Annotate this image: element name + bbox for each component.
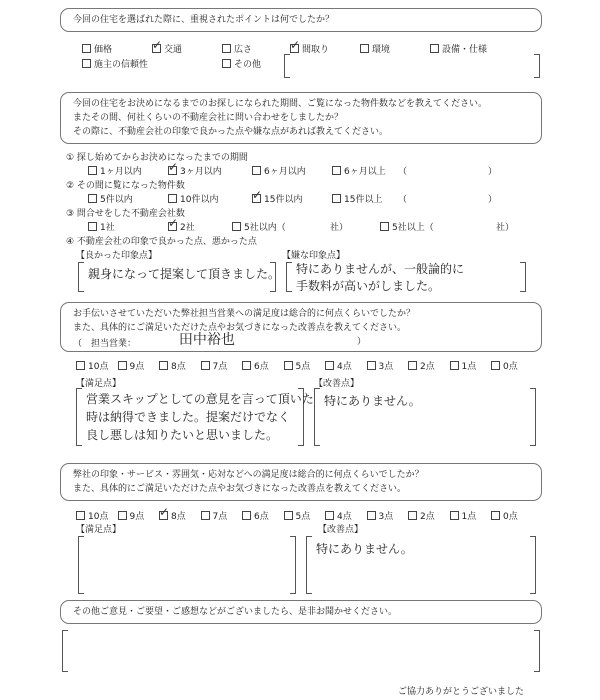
checkbox[interactable] bbox=[76, 361, 85, 370]
company-score-option[interactable]: 9点 bbox=[118, 509, 145, 522]
q3-sha-1: 社） bbox=[330, 223, 349, 233]
staff-satisfied-text-3: 良し悪しは知りたいと思いました。 bbox=[86, 428, 279, 442]
staff-score-option[interactable]: 6点 bbox=[242, 359, 269, 372]
q3-option-5-within[interactable]: 5社以内（ bbox=[232, 220, 286, 233]
checkbox[interactable] bbox=[450, 511, 459, 520]
company-score-option[interactable]: 3点 bbox=[367, 509, 394, 522]
checkbox[interactable] bbox=[450, 361, 459, 370]
option-environment[interactable]: 環境 bbox=[360, 42, 390, 55]
staff-score-option[interactable]: 8点 bbox=[159, 359, 186, 372]
option-equipment[interactable]: 設備・仕様 bbox=[430, 42, 487, 55]
checkbox[interactable] bbox=[360, 44, 369, 53]
question-box-staff bbox=[60, 302, 542, 352]
q2-other-paren: （ ） bbox=[398, 195, 498, 205]
staff-satisfied-label: 【満足点】 bbox=[76, 379, 122, 389]
checkbox[interactable] bbox=[491, 511, 500, 520]
checkbox[interactable]: ✓ bbox=[168, 160, 179, 174]
company-score-option[interactable]: 2点 bbox=[408, 509, 435, 522]
question-box-priority bbox=[60, 8, 542, 32]
checkbox[interactable] bbox=[222, 44, 231, 53]
company-satisfied-bracket-left bbox=[78, 536, 84, 594]
staff-improve-bracket-left bbox=[314, 388, 320, 446]
staff-close: ） bbox=[357, 337, 367, 347]
option-price[interactable]: 価格 bbox=[82, 42, 112, 55]
q3-label: ③ 問合せをした不動産会社数 bbox=[66, 209, 185, 219]
q1-other-paren: （ ） bbox=[398, 167, 498, 177]
question-line: その際に、不動産会社の印象で良かった点や嫌な点があれば教えてください。 bbox=[73, 127, 389, 137]
company-score-option[interactable]: 6点 bbox=[242, 509, 269, 522]
bad-bracket-right bbox=[520, 262, 526, 292]
question-line: 今回の住宅をお決めになるまでのお探しになられた期間、ご覧になった物件数などを教えてください。 bbox=[73, 99, 488, 109]
comments-bracket-left bbox=[62, 630, 68, 672]
q2-option-15-plus[interactable]: 15件以上 bbox=[332, 192, 382, 205]
checkbox[interactable] bbox=[325, 361, 334, 370]
question-priority: 今回の住宅を選ばれた際に、重視されたポイントは何でしたか？ bbox=[73, 15, 335, 25]
checkbox[interactable] bbox=[284, 511, 293, 520]
other-bracket-right bbox=[534, 54, 540, 78]
company-satisfied-bracket-right bbox=[290, 536, 296, 594]
checkbox[interactable] bbox=[430, 44, 439, 53]
checkbox[interactable] bbox=[201, 511, 210, 520]
question-line: お手伝いさせていただいた弊社担当営業への満足度は総合的に何点くらいでしたか？ bbox=[73, 309, 416, 319]
staff-score-option[interactable]: 7点 bbox=[201, 359, 228, 372]
staff-improve-bracket-right bbox=[530, 388, 536, 446]
staff-satisfied-bracket-left bbox=[76, 388, 82, 446]
staff-score-option[interactable]: 5点 bbox=[284, 359, 311, 372]
q2-option-10[interactable]: 10件以内 bbox=[168, 192, 218, 205]
checkbox[interactable] bbox=[76, 511, 85, 520]
q2-option-15[interactable]: ✓ 15件以内 bbox=[252, 188, 303, 205]
question-line: また、具体的にご満足いただけた点やお気づきになった改善点を教えてください。 bbox=[73, 484, 407, 494]
checkbox[interactable] bbox=[88, 194, 97, 203]
checkbox[interactable] bbox=[332, 166, 341, 175]
checkbox[interactable] bbox=[367, 361, 376, 370]
other-bracket-left bbox=[284, 54, 290, 78]
q2-label: ② その間に覧になった物件数 bbox=[66, 181, 185, 191]
question-box-comments bbox=[60, 600, 542, 624]
q1-label: ① 探し始めてからお決めになったまでの期間 bbox=[66, 153, 248, 163]
checkbox[interactable] bbox=[252, 166, 261, 175]
checkbox[interactable] bbox=[491, 361, 500, 370]
checkbox[interactable] bbox=[88, 222, 97, 231]
checkbox[interactable] bbox=[408, 361, 417, 370]
q1-option-1m[interactable]: 1ヶ月以内 bbox=[88, 164, 142, 177]
staff-satisfied-text-2: 時は納得できました。提案だけでなく bbox=[86, 410, 291, 424]
checkbox[interactable] bbox=[367, 511, 376, 520]
staff-score-option[interactable]: 9点 bbox=[118, 359, 145, 372]
checkbox[interactable] bbox=[82, 44, 91, 53]
option-reliability[interactable]: 施主の信頼性 bbox=[82, 57, 148, 70]
company-score-option[interactable]: 4点 bbox=[325, 509, 352, 522]
question-box-search bbox=[60, 92, 542, 144]
company-score-option[interactable]: ✓ 8点 bbox=[159, 505, 186, 522]
company-improve-bracket-right bbox=[530, 536, 536, 594]
checkbox[interactable]: ✓ bbox=[290, 38, 301, 52]
comments-bracket-right bbox=[534, 630, 540, 672]
question-line: 弊社の印象・サービス・雰囲気・応対などへの満足度は総合的に何点くらいでしたか？ bbox=[73, 470, 424, 480]
q2-option-5[interactable]: 5件以内 bbox=[88, 192, 133, 205]
staff-improve-label: 【改善点】 bbox=[314, 379, 360, 389]
q3-sha-2: 社） bbox=[496, 223, 515, 233]
company-score-option[interactable]: 5点 bbox=[284, 509, 311, 522]
question-line: またその間、何社くらいの不動産会社に問い合わせをしましたか？ bbox=[73, 113, 344, 123]
staff-improve-text: 特にありません。 bbox=[324, 394, 421, 408]
q3-option-2[interactable]: ✓ 2社 bbox=[168, 216, 195, 233]
checkbox[interactable]: ✓ bbox=[152, 38, 163, 52]
good-impression-text: 親身になって提案して頂きました。 bbox=[88, 267, 281, 281]
company-score-option[interactable]: 10点 bbox=[76, 509, 108, 522]
bad-impression-text-1: 特にありませんが、一般論的に bbox=[296, 262, 465, 276]
checkbox[interactable] bbox=[332, 194, 341, 203]
staff-label: （ 担当営業： bbox=[73, 339, 137, 349]
checkbox[interactable] bbox=[408, 511, 417, 520]
bad-impression-text-2: 手数料が高いがしました。 bbox=[296, 279, 441, 293]
q3-option-1[interactable]: 1社 bbox=[88, 220, 115, 233]
staff-score-option[interactable]: 3点 bbox=[367, 359, 394, 372]
q1-option-6m[interactable]: 6ヶ月以内 bbox=[252, 164, 306, 177]
company-improve-text: 特にありません。 bbox=[316, 542, 413, 556]
checkbox[interactable] bbox=[242, 361, 251, 370]
checkbox[interactable] bbox=[82, 59, 91, 68]
company-score-option[interactable]: 7点 bbox=[201, 509, 228, 522]
option-layout[interactable]: ✓ 間取り bbox=[290, 38, 330, 55]
staff-satisfied-text-1: 営業スキップとしての意見を言って頂いた bbox=[86, 392, 314, 406]
good-impression-label: 【良かった印象点】 bbox=[76, 251, 158, 261]
checkbox[interactable]: ✓ bbox=[159, 505, 170, 519]
q4-label: ④ 不動産会社の印象で良かった点、悪かった点 bbox=[66, 237, 257, 247]
staff-score-option[interactable]: 0点 bbox=[491, 359, 518, 372]
question-box-company bbox=[60, 463, 542, 501]
company-score-option[interactable]: 0点 bbox=[491, 509, 518, 522]
q3-option-5-plus[interactable]: 5社以上（ bbox=[380, 220, 434, 233]
q1-option-6m-plus[interactable]: 6ヶ月以上 bbox=[332, 164, 386, 177]
checkbox[interactable] bbox=[380, 222, 389, 231]
checkbox[interactable] bbox=[325, 511, 334, 520]
checkbox[interactable] bbox=[88, 166, 97, 175]
option-size[interactable]: 広さ bbox=[222, 42, 252, 55]
checkbox[interactable] bbox=[168, 194, 177, 203]
company-improve-label: 【改善点】 bbox=[318, 525, 364, 535]
checkbox[interactable] bbox=[222, 59, 231, 68]
good-bracket-left bbox=[78, 262, 84, 292]
option-transport[interactable]: ✓ 交通 bbox=[152, 38, 183, 55]
company-improve-bracket-left bbox=[306, 536, 312, 594]
staff-score-option[interactable]: 2点 bbox=[408, 359, 435, 372]
q1-option-3m[interactable]: ✓ 3ヶ月以内 bbox=[168, 160, 222, 177]
checkbox[interactable] bbox=[118, 361, 127, 370]
staff-score-option[interactable]: 1点 bbox=[450, 359, 477, 372]
question-line: また、具体的にご満足いただけた点やお気づきになった改善点を教えてください。 bbox=[73, 323, 407, 333]
checkbox[interactable] bbox=[284, 361, 293, 370]
checkbox[interactable] bbox=[242, 511, 251, 520]
company-score-option[interactable]: 1点 bbox=[450, 509, 477, 522]
checkbox[interactable] bbox=[232, 222, 241, 231]
question-comments: その他ご意見・ご要望・ご感想などがございましたら、是非お聞かせください。 bbox=[73, 607, 398, 617]
checkbox[interactable] bbox=[201, 361, 210, 370]
company-satisfied-label: 【満足点】 bbox=[76, 525, 122, 535]
bad-impression-label: 【嫌な印象点】 bbox=[282, 251, 346, 261]
staff-score-option[interactable]: 4点 bbox=[325, 359, 352, 372]
footer-thanks: ご協力ありがとうございました bbox=[398, 687, 525, 697]
staff-score-option[interactable]: 10点 bbox=[76, 359, 108, 372]
staff-name: 田中裕也 bbox=[178, 332, 235, 348]
option-other[interactable]: その他 bbox=[222, 57, 261, 70]
checkbox[interactable]: ✓ bbox=[168, 216, 179, 230]
checkbox[interactable]: ✓ bbox=[252, 188, 263, 202]
bad-bracket-left bbox=[286, 262, 292, 292]
checkbox[interactable] bbox=[159, 361, 168, 370]
checkbox[interactable] bbox=[118, 511, 127, 520]
